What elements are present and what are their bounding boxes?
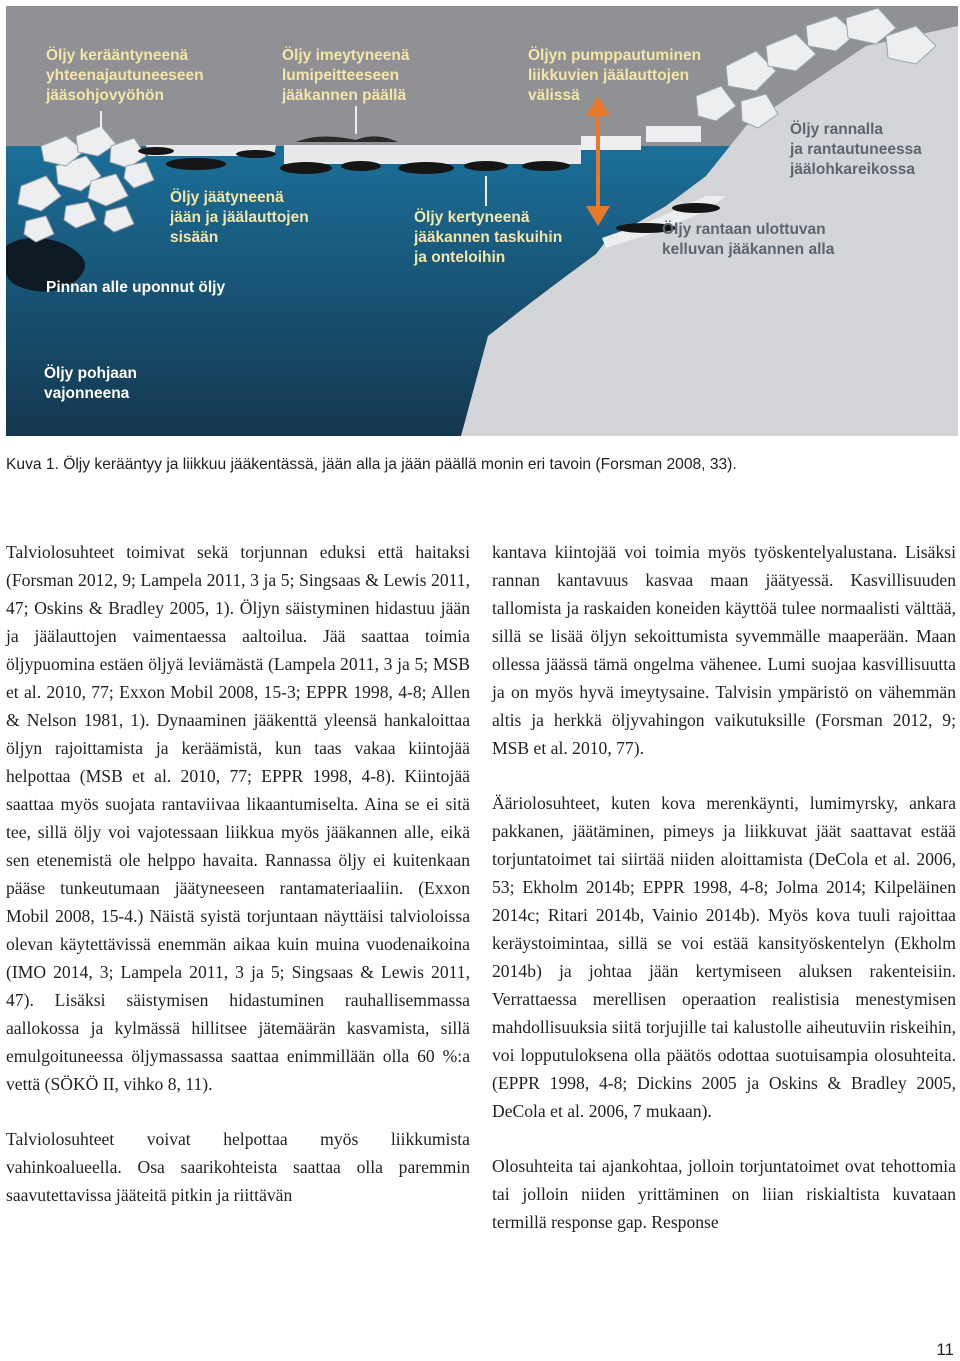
oil-in-ice-diagram [6,6,958,436]
label-submerged-oil: Pinnan alle uponnut öljy [46,279,226,296]
label-sunk-oil: Öljy pohjaan vajonneena [44,365,138,402]
label-shore-oil: Öljy rannalla ja rantautuneessa jäälohkareikossa [790,121,922,178]
page-number: 11 [936,1340,954,1359]
left-paragraph-1: Talviolosuhteet toimivat sekä torjunnan eduksi että haitaksi (Forsman 2012, 9; Lampela 2011, 3 ja 5; Singsaas & Lewis 2011, 47; Oskins & Bradley 2005, 1). Öljyn säistyminen hidastuu jään ja jäälauttojen vaimentaessa aaltoilua. Jää saattaa toimia öljypuomina estäen öljyä leviämästä (Lampela 2011, 3 ja 5; MSB et al. 2010, 77; Exxon Mobil 2008, 15-3; EPPR 1998, 4-8; Allen & Nelson 1981, 1). Dynaaminen jääkenttä yleensä hankaloittaa öljyn rajoittamista ja keräämistä, kun taas vakaa kiintojää helpottaa (MSB et al. 2010, 77; EPPR 1998, 4-8). Kiintojää saattaa myös suojata rantaviivaa likaantumiselta. Aina se ei sitä tee, sillä öljy voi vajotessaan liikkua myös jääkannen alle, eikä sen etenemistä ole helppo havaita. Rannassa öljy ei kuitenkaan pääse tunkeutumaan jäätyneeseen rantamateriaaliin. (Exxon Mobil 2008, 15-4.) Näistä syistä torjuntaan näyttäisi talvioloissa olevan käytettävissä enemmän aikaa kuin muina vuodenaikoina (IMO 2014, 3; Lampela 2011, 3 ja 5; Singsaas & Lewis 2011, 47). Lisäksi säistymisen hidastuminen rauhallisemmassa aallokossa ja kylmässä hillitsee jätemäärän kasvamista, sillä emulgoituneessa öljymassassa saattaa enimmillään olla 60 %:a vettä (SÖKÖ II, vihko 8, 11). [6,542,470,1094]
label-pumping-oil: Öljyn pumppautuminen liikkuvien jäälauttojen välissä [528,47,702,104]
right-column [492,538,956,1236]
label-under-floating-ice-oil: Öljy rantaan ulottuvan kelluvan jääkannen alla [662,221,835,258]
label-frozen-oil: Öljy jäätyneenä jään ja jäälauttojen sisään [170,189,309,246]
figure-caption: Kuva 1. Öljy kerääntyy ja liikkuu jääkentässä, jään alla ja jään päällä monin eri tavoin (Forsman 2008, 33). [6,456,737,473]
right-paragraph-1: kantava kiintojää voi toimia myös työskentelyalustana. Lisäksi rannan kantavuus kasvaa maan jäätyessä. Kasvillisuuden tallomista ja raskaiden koneiden käyttöä tulee normaalisti välttää, sillä se lisää öljyn sekoittumista syvemmälle maaperään. Maan ollessa jäässä tämä ongelma vähenee. Lumi suojaa kasvillisuutta ja on myös hyvä imeytysaine. Talvisin ympäristö on vähemmän altis ja herkkä öljyvahingon vaikutuksille (Forsman 2012, 9; MSB et al. 2010, 77). [492,542,956,758]
right-paragraph-2: Ääriolosuhteet, kuten kova merenkäynti, lumimyrsky, ankara pakkanen, jäätäminen, pimeys ja liikkuvat jäät saattavat estää torjuntatoimet tai siirtää niiden aloittamista (DeCola et al. 2006, 53; Ekholm 2014b; EPPR 1998, 4-8; Jolma 2014; Kilpeläinen 2014c; Ritari 2014b, Vainio 2014b). Myös kova tuuli rajoittaa keräystoimintaa, sillä se voi estää kansityöskentelyn (Ekholm 2014b) ja johtaa jään kertymiseen aluksen rakenteisiin. Verrattaessa merellisen operaation realistisia menestymisen mahdollisuuksia siitä torjujille tai kalustolle aiheutuviin riskeihin, voi lopputuloksena olla päätös odottaa suotuisampia olosuhteita. (EPPR 1998, 4-8; Dickins 2005 ja Oskins & Bradley 2005, DeCola et al. 2006, 7 mukaan). [492,793,956,1121]
label-absorbed-oil: Öljy imeytyneenä lumipeitteeseen jääkannen päällä [282,47,410,104]
label-accumulated-oil: Öljy kerääntyneenä yhteenajautuneeseen jääsohjovyöhön [46,47,204,104]
ice-sheet-middle [284,145,581,164]
left-column [6,538,470,1209]
right-paragraph-3: Olosuhteita tai ajankohtaa, jolloin torjuntatoimet ovat tehottomia tai jolloin niiden yrittäminen on liian riskialtista kuvataan termillä response gap. Response [492,1156,956,1232]
label-pocket-oil: Öljy kertyneenä jääkannen taskuihin ja onteloihin [414,209,563,266]
left-paragraph-2: Talviolosuhteet voivat helpottaa myös liikkumista vahinkoalueella. Osa saarikohteista saattaa olla paremmin saavutettavissa jääteitä pitkin ja riittävän [6,1129,470,1205]
